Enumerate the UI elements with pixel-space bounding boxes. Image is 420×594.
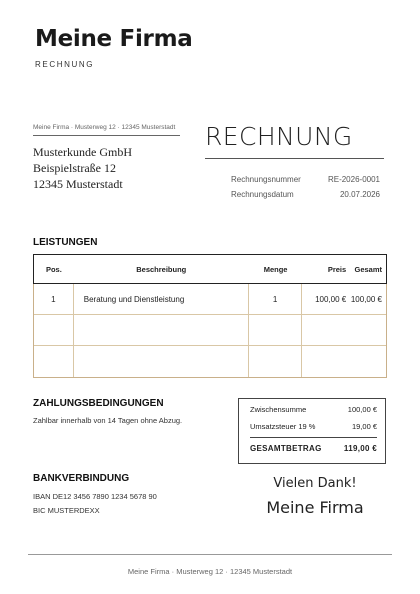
subtotal-row xyxy=(250,405,377,414)
cell-price xyxy=(302,315,346,345)
cell-pos xyxy=(34,315,74,345)
tax-value: 19,00 € xyxy=(351,422,377,431)
thank-you-text: Vielen Dank! xyxy=(273,476,357,491)
invoice-date-label: Rechnungsdatum xyxy=(231,190,294,199)
bank-details-heading: BANKVERBINDUNG xyxy=(33,473,130,484)
footer-address: Meine Firma · Musterweg 12 · 12345 Musterstadt xyxy=(127,567,293,576)
sender-return-address: Meine Firma · Musterweg 12 · 12345 Musterstadt xyxy=(33,124,176,131)
grand-total-label: GESAMTBETRAG xyxy=(250,444,322,453)
col-header-price: Preis xyxy=(327,264,347,274)
payment-terms-text: Zahlbar innerhalb von 14 Tagen ohne Abzug. xyxy=(33,416,183,425)
company-name: Meine Firma xyxy=(35,26,193,52)
col-header-description: Beschreibung xyxy=(136,264,187,274)
col-header-total: Gesamt xyxy=(354,264,382,274)
cell-quantity: 1 xyxy=(249,284,303,314)
tax-label: Umsatzsteuer 19 % xyxy=(250,422,316,431)
table-body xyxy=(33,284,387,378)
col-header-quantity: Menge xyxy=(263,264,288,274)
tax-row xyxy=(250,422,377,431)
cell-total xyxy=(346,346,386,377)
cell-pos xyxy=(34,346,74,377)
invoice-number-row xyxy=(231,175,380,184)
invoice-number-label: Rechnungsnummer xyxy=(231,175,301,184)
services-table xyxy=(33,254,387,378)
recipient-street: Beispielstraße 12 xyxy=(33,161,116,175)
totals-box xyxy=(238,398,386,464)
table-header xyxy=(33,254,387,284)
footer-divider xyxy=(28,554,392,555)
invoice-number-value: RE-2026-0001 xyxy=(327,175,380,184)
payment-terms-heading: ZAHLUNGSBEDINGUNGEN xyxy=(33,398,164,409)
bic-text: BIC MUSTERDEXX xyxy=(33,506,100,515)
totals-divider xyxy=(250,437,377,438)
recipient-name: Musterkunde GmbH xyxy=(33,145,132,159)
table-row xyxy=(34,346,386,377)
closing-company-name: Meine Firma xyxy=(266,498,364,517)
cell-total: 100,00 € xyxy=(350,294,382,304)
sender-divider xyxy=(33,135,180,136)
cell-price: 100,00 € xyxy=(315,294,347,304)
recipient-city: 12345 Musterstadt xyxy=(33,177,123,191)
cell-description xyxy=(74,346,249,377)
bank-details xyxy=(33,490,157,518)
recipient-address xyxy=(33,144,132,192)
cell-total xyxy=(346,315,386,345)
table-row xyxy=(34,284,386,315)
title-divider xyxy=(205,158,384,159)
services-heading: LEISTUNGEN xyxy=(33,237,98,248)
cell-quantity xyxy=(249,315,303,345)
document-title: RECHNUNG xyxy=(205,122,353,151)
subtotal-label: Zwischensumme xyxy=(250,405,307,414)
invoice-meta xyxy=(231,175,380,205)
grand-total-row xyxy=(250,444,377,453)
cell-pos: 1 xyxy=(34,284,74,314)
invoice-date-row xyxy=(231,190,380,199)
cell-description: Beratung und Dienstleistung xyxy=(74,284,249,314)
cell-price xyxy=(302,346,346,377)
invoice-date-value: 20.07.2026 xyxy=(339,190,380,199)
company-subtitle: RECHNUNG xyxy=(35,60,95,69)
iban-text: IBAN DE12 3456 7890 1234 5678 90 xyxy=(33,492,157,501)
table-row xyxy=(34,315,386,346)
subtotal-value: 100,00 € xyxy=(347,405,377,414)
cell-quantity xyxy=(249,346,303,377)
cell-description xyxy=(74,315,249,345)
grand-total-value: 119,00 € xyxy=(343,444,377,453)
col-header-pos: Pos. xyxy=(45,264,62,274)
